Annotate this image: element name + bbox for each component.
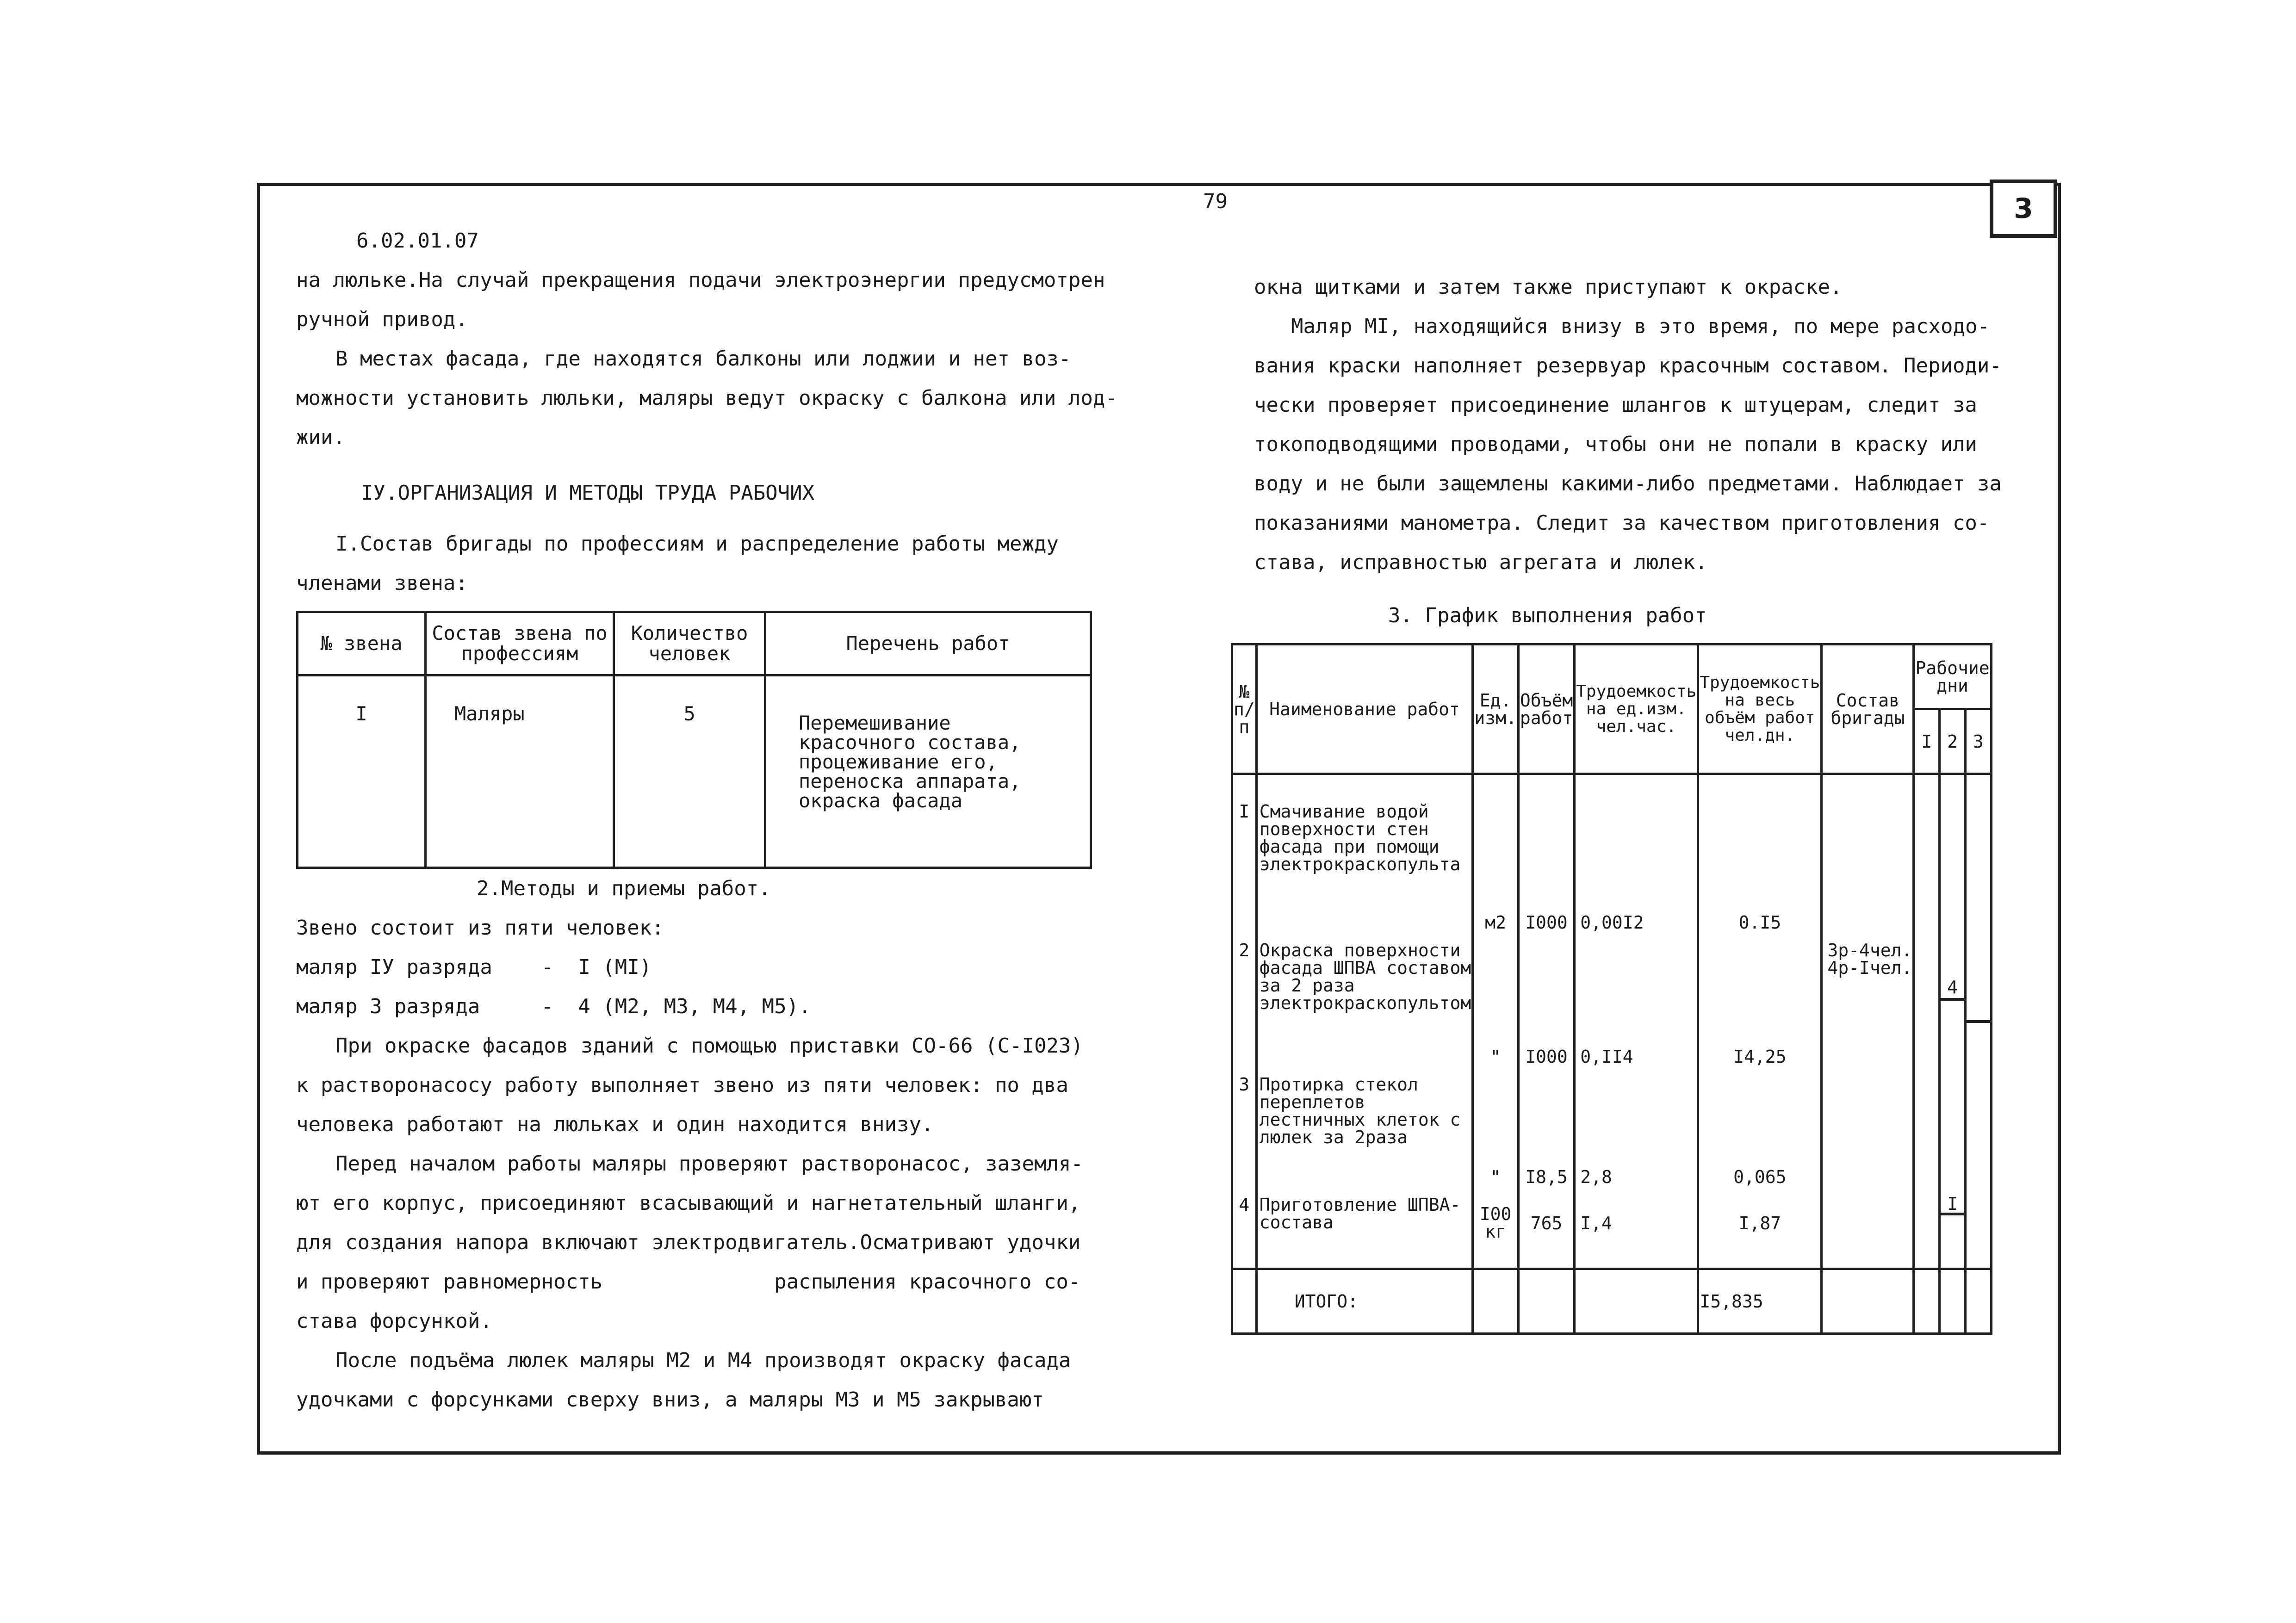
- crew-line: маляр IУ разряда - I (МI): [296, 955, 652, 979]
- row-number: 2: [1239, 940, 1250, 960]
- paragraph-line: чески проверяет присоединение шлангов к штуцерам, следит за: [1254, 393, 1977, 417]
- col-header: № звена: [298, 612, 426, 675]
- paragraph-line: ют его корпус, присоединяют всасывающий и нагнетательный шланги,: [296, 1191, 1081, 1215]
- day-header: 2: [1940, 709, 1966, 774]
- col-header: Состав звена по профессиям: [426, 612, 614, 675]
- work-name: Окраска поверхности фасада ШПВА составом за 2 раза электрокраскопультом: [1259, 942, 1471, 1013]
- paragraph-line: для создания напора включают электродвигатель.Осматривают удочки: [296, 1231, 1081, 1254]
- rate: 0,00I2: [1580, 912, 1644, 933]
- volume: 765: [1530, 1213, 1563, 1233]
- col-header: Рабочие дни: [1914, 644, 1991, 709]
- paragraph-line: жии.: [296, 426, 345, 449]
- paragraph-line: и проверяют равномерность распыления красочного со-: [296, 1270, 1081, 1294]
- col-header: Трудоемкость на ед.изм. чел.час.: [1575, 644, 1698, 774]
- gantt-day-3: [1965, 774, 1991, 1269]
- paragraph-line: человека работают на люльках и один находится внизу.: [296, 1113, 934, 1136]
- paragraph-line: токоподводящими проводами, чтобы они не попали в краску или: [1254, 433, 1977, 456]
- gantt-day-2: [1940, 774, 1966, 1269]
- unit: ": [1490, 1167, 1501, 1187]
- doc-code: 6.02.01.07: [356, 229, 479, 253]
- total-label: ИТОГО:: [1256, 1269, 1473, 1334]
- table-cell: [1232, 1269, 1257, 1334]
- rate: 2,8: [1580, 1167, 1612, 1187]
- total-labor: 0,065: [1733, 1167, 1787, 1187]
- table-cell: 5: [614, 675, 765, 868]
- gantt-mark: 4: [1939, 979, 1966, 1001]
- col-header: Ед. изм.: [1473, 644, 1519, 774]
- table-cell: Маляры: [426, 675, 614, 868]
- unit: м2: [1485, 912, 1506, 933]
- table-cell: [1575, 774, 1698, 1269]
- table-cell: [1698, 774, 1822, 1269]
- total-labor: I,87: [1738, 1213, 1781, 1233]
- section-heading: IУ.ОРГАНИЗАЦИЯ И МЕТОДЫ ТРУДА РАБОЧИХ: [361, 481, 815, 505]
- paragraph-line: окна щитками и затем также приступают к окраске.: [1254, 275, 1843, 299]
- day-header: 3: [1965, 709, 1991, 774]
- paragraph-line: ручной привод.: [296, 308, 468, 331]
- row-number: I: [1239, 801, 1250, 822]
- paragraph-line: Перед началом работы маляры проверяют растворонасос, заземля-: [335, 1152, 1083, 1176]
- volume: I000: [1525, 1047, 1568, 1067]
- table-cell: [1473, 774, 1519, 1269]
- total-labor: I4,25: [1733, 1047, 1787, 1067]
- sheet-tab: 3: [1990, 180, 2057, 238]
- paragraph-line: на люльке.На случай прекращения подачи электроэнергии предусмотрен: [296, 268, 1105, 292]
- unit: ": [1490, 1047, 1501, 1067]
- paragraph-line: Звено состоит из пяти человек:: [296, 916, 664, 940]
- row-number: 4: [1239, 1195, 1250, 1215]
- total-value: I5,835: [1698, 1269, 1822, 1334]
- col-header: Количество человек: [614, 612, 765, 675]
- crew-table: [296, 611, 1092, 869]
- paragraph-line: I.Состав бригады по профессиям и распределение работы между: [335, 532, 1059, 556]
- paragraph-line: вания краски наполняет резервуар красочным составом. Периоди-: [1254, 354, 2002, 378]
- table-title: 3. График выполнения работ: [1388, 604, 1707, 627]
- gantt-mark: I: [1939, 1195, 1966, 1215]
- table-cell: [1575, 1269, 1698, 1334]
- row-number: 3: [1239, 1074, 1250, 1095]
- table-cell: [1965, 1269, 1991, 1334]
- unit: I00 кг: [1479, 1204, 1512, 1242]
- schedule-table: [1231, 643, 1992, 1335]
- work-name: Приготовление ШПВА-состава: [1259, 1195, 1461, 1233]
- table-cell: [1518, 1269, 1574, 1334]
- work-name: Смачивание водой поверхности стен фасада при помощи электрокраскопульта: [1259, 803, 1461, 874]
- day-header: I: [1914, 709, 1940, 774]
- col-header: Наименование работ: [1256, 644, 1473, 774]
- work-name: Протирка стекол переплетов лестничных клеток с люлек за 2раза: [1259, 1076, 1461, 1147]
- table-cell: [1914, 1269, 1940, 1334]
- paragraph-line: става, исправностью агрегата и люлек.: [1254, 551, 1708, 574]
- paragraph-line: става форсункой.: [296, 1309, 492, 1333]
- table-cell: [1473, 1269, 1519, 1334]
- total-labor: 0.I5: [1738, 912, 1781, 933]
- paragraph-line: При окраске фасадов зданий с помощью приставки СО-66 (С-I023): [335, 1034, 1083, 1058]
- subheading: 2.Методы и приемы работ.: [477, 877, 771, 900]
- paragraph-line: воду и не были защемлены какими-либо предметами. Наблюдает за: [1254, 472, 2002, 496]
- paragraph-line: В местах фасада, где находятся балконы или лоджии и нет воз-: [335, 347, 1071, 371]
- table-cell: [1822, 774, 1914, 1269]
- col-header: № п/п: [1232, 644, 1257, 774]
- col-header: Состав бригады: [1822, 644, 1914, 774]
- table-cell: [1232, 774, 1257, 1269]
- rate: 0,II4: [1580, 1047, 1633, 1067]
- table-cell: [1256, 774, 1473, 1269]
- paragraph-line: к растворонасосу работу выполняет звено из пяти человек: по два: [296, 1073, 1068, 1097]
- table-cell: [1518, 774, 1574, 1269]
- paragraph-line: членами звена:: [296, 571, 468, 595]
- col-header: Трудоемкость на весь объём работ чел.дн.: [1698, 644, 1822, 774]
- table-cell: Перемешивание красочного состава, процеживание его, переноска аппарата, окраска фасада: [765, 675, 1091, 868]
- table-cell: [1940, 1269, 1966, 1334]
- table-cell: [1822, 1269, 1914, 1334]
- volume: I000: [1525, 912, 1568, 933]
- paragraph-line: удочками с форсунками сверху вниз, а маляры М3 и М5 закрывают: [296, 1388, 1044, 1412]
- crew-composition: 3р-4чел. 4р-Iчел.: [1827, 940, 1912, 978]
- paragraph-line: показаниями манометра. Следит за качеством приготовления со-: [1254, 511, 1990, 535]
- gantt-bar: [1965, 1020, 1992, 1023]
- paragraph-line: можности установить люльки, маляры ведут окраску с балкона или лод-: [296, 386, 1117, 410]
- crew-line: маляр 3 разряда - 4 (М2, М3, М4, М5).: [296, 995, 811, 1018]
- col-header: Перечень работ: [765, 612, 1091, 675]
- table-cell: I: [298, 675, 426, 868]
- paragraph-line: Маляр МI, находящийся внизу в это время, по мере расходо-: [1291, 315, 1990, 338]
- page-number: 79: [1203, 190, 1228, 213]
- volume: I8,5: [1525, 1167, 1568, 1187]
- rate: I,4: [1580, 1213, 1612, 1233]
- paragraph-line: После подъёма люлек маляры М2 и М4 производят окраску фасада: [335, 1349, 1071, 1372]
- col-header: Объём работ: [1518, 644, 1574, 774]
- gantt-day-1: [1914, 774, 1940, 1269]
